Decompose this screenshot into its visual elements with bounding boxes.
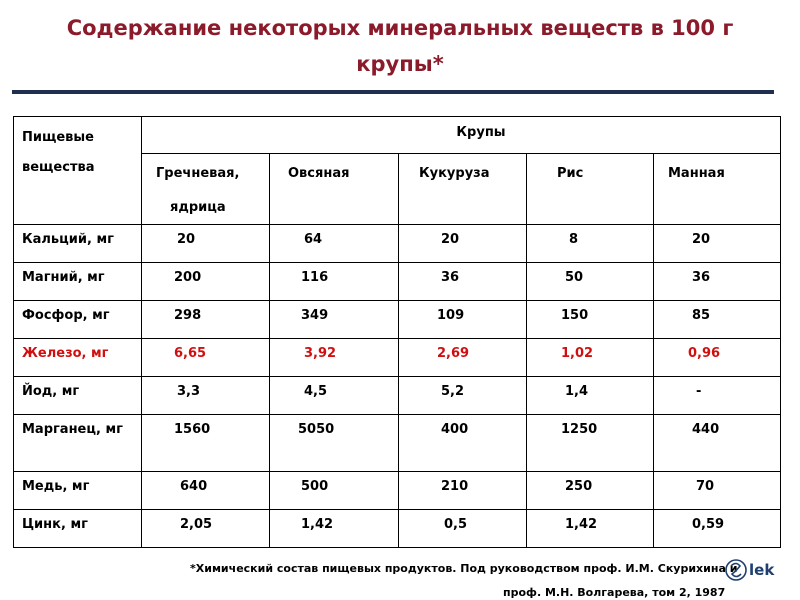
logo-text: lek xyxy=(749,561,775,579)
value-cell: 20 xyxy=(654,225,781,263)
row-label: Медь, мг xyxy=(14,472,142,510)
value-cell: 20 xyxy=(399,225,527,263)
value-cell: 200 xyxy=(142,263,270,301)
value-cell: 1560 xyxy=(142,415,270,472)
value-cell: 1,02 xyxy=(527,339,654,377)
value-cell: 70 xyxy=(654,472,781,510)
table-row xyxy=(14,263,781,301)
value-cell: 150 xyxy=(527,301,654,339)
value-cell: 3,3 xyxy=(142,377,270,415)
title-line-1: Содержание некоторых минеральных веществ в 100 г xyxy=(66,16,734,40)
table-row xyxy=(14,510,781,548)
table-row xyxy=(14,301,781,339)
value-cell: 5,2 xyxy=(399,377,527,415)
lek-logo-icon xyxy=(724,555,794,585)
value-cell: 1,42 xyxy=(270,510,399,548)
table-row xyxy=(14,415,781,472)
row-label: Фосфор, мг xyxy=(14,301,142,339)
title-divider xyxy=(12,90,774,94)
value-cell: 3,92 xyxy=(270,339,399,377)
column-header-line-1: Овсяная xyxy=(288,166,350,181)
column-header-oat xyxy=(270,154,399,225)
value-cell: 6,65 xyxy=(142,339,270,377)
value-cell: 1,42 xyxy=(527,510,654,548)
group-header: Крупы xyxy=(142,117,781,154)
row-label: Магний, мг xyxy=(14,263,142,301)
value-cell: 4,5 xyxy=(270,377,399,415)
value-cell: 440 xyxy=(654,415,781,472)
value-cell: 0,59 xyxy=(654,510,781,548)
value-cell: 36 xyxy=(654,263,781,301)
column-header-line-1: Манная xyxy=(668,166,725,181)
value-cell: 250 xyxy=(527,472,654,510)
value-cell: 8 xyxy=(527,225,654,263)
footnote-line-1: *Химический состав пищевых продуктов. Под руководством проф. И.М. Скурихина и xyxy=(190,562,738,575)
value-cell: 1250 xyxy=(527,415,654,472)
table-row xyxy=(14,472,781,510)
column-header-semolina xyxy=(654,154,781,225)
column-header-line-1: Гречневая, xyxy=(156,166,240,181)
value-cell: 2,05 xyxy=(142,510,270,548)
page-title xyxy=(40,10,760,82)
column-header-rice xyxy=(527,154,654,225)
corner-line-1: Пищевые xyxy=(22,130,94,145)
value-cell: 0,96 xyxy=(654,339,781,377)
corner-line-2: вещества xyxy=(22,160,95,175)
value-cell: 50 xyxy=(527,263,654,301)
row-label: Йод, мг xyxy=(14,377,142,415)
row-label: Кальций, мг xyxy=(14,225,142,263)
value-cell: 349 xyxy=(270,301,399,339)
column-header-line-1: Кукуруза xyxy=(419,166,490,181)
value-cell: 210 xyxy=(399,472,527,510)
value-cell: 500 xyxy=(270,472,399,510)
row-label: Цинк, мг xyxy=(14,510,142,548)
table-row xyxy=(14,339,781,377)
value-cell: 109 xyxy=(399,301,527,339)
column-header-line-1: Рис xyxy=(557,166,584,181)
value-cell: 400 xyxy=(399,415,527,472)
value-cell: 2,69 xyxy=(399,339,527,377)
column-header-buckwheat xyxy=(142,154,270,225)
value-cell: - xyxy=(654,377,781,415)
value-cell: 0,5 xyxy=(399,510,527,548)
value-cell: 298 xyxy=(142,301,270,339)
value-cell: 5050 xyxy=(270,415,399,472)
value-cell: 20 xyxy=(142,225,270,263)
footnote-line-2: проф. М.Н. Волгарева, том 2, 1987 xyxy=(503,586,726,599)
row-label: Марганец, мг xyxy=(14,415,142,472)
minerals-table xyxy=(13,116,781,548)
title-line-2: крупы* xyxy=(356,52,444,76)
value-cell: 64 xyxy=(270,225,399,263)
value-cell: 1,4 xyxy=(527,377,654,415)
column-header-corn xyxy=(399,154,527,225)
value-cell: 116 xyxy=(270,263,399,301)
table-row xyxy=(14,225,781,263)
table-row xyxy=(14,377,781,415)
row-label: Железо, мг xyxy=(14,339,142,377)
column-header-line-2: ядрица xyxy=(170,200,226,215)
value-cell: 640 xyxy=(142,472,270,510)
value-cell: 85 xyxy=(654,301,781,339)
value-cell: 36 xyxy=(399,263,527,301)
corner-header xyxy=(14,117,142,225)
